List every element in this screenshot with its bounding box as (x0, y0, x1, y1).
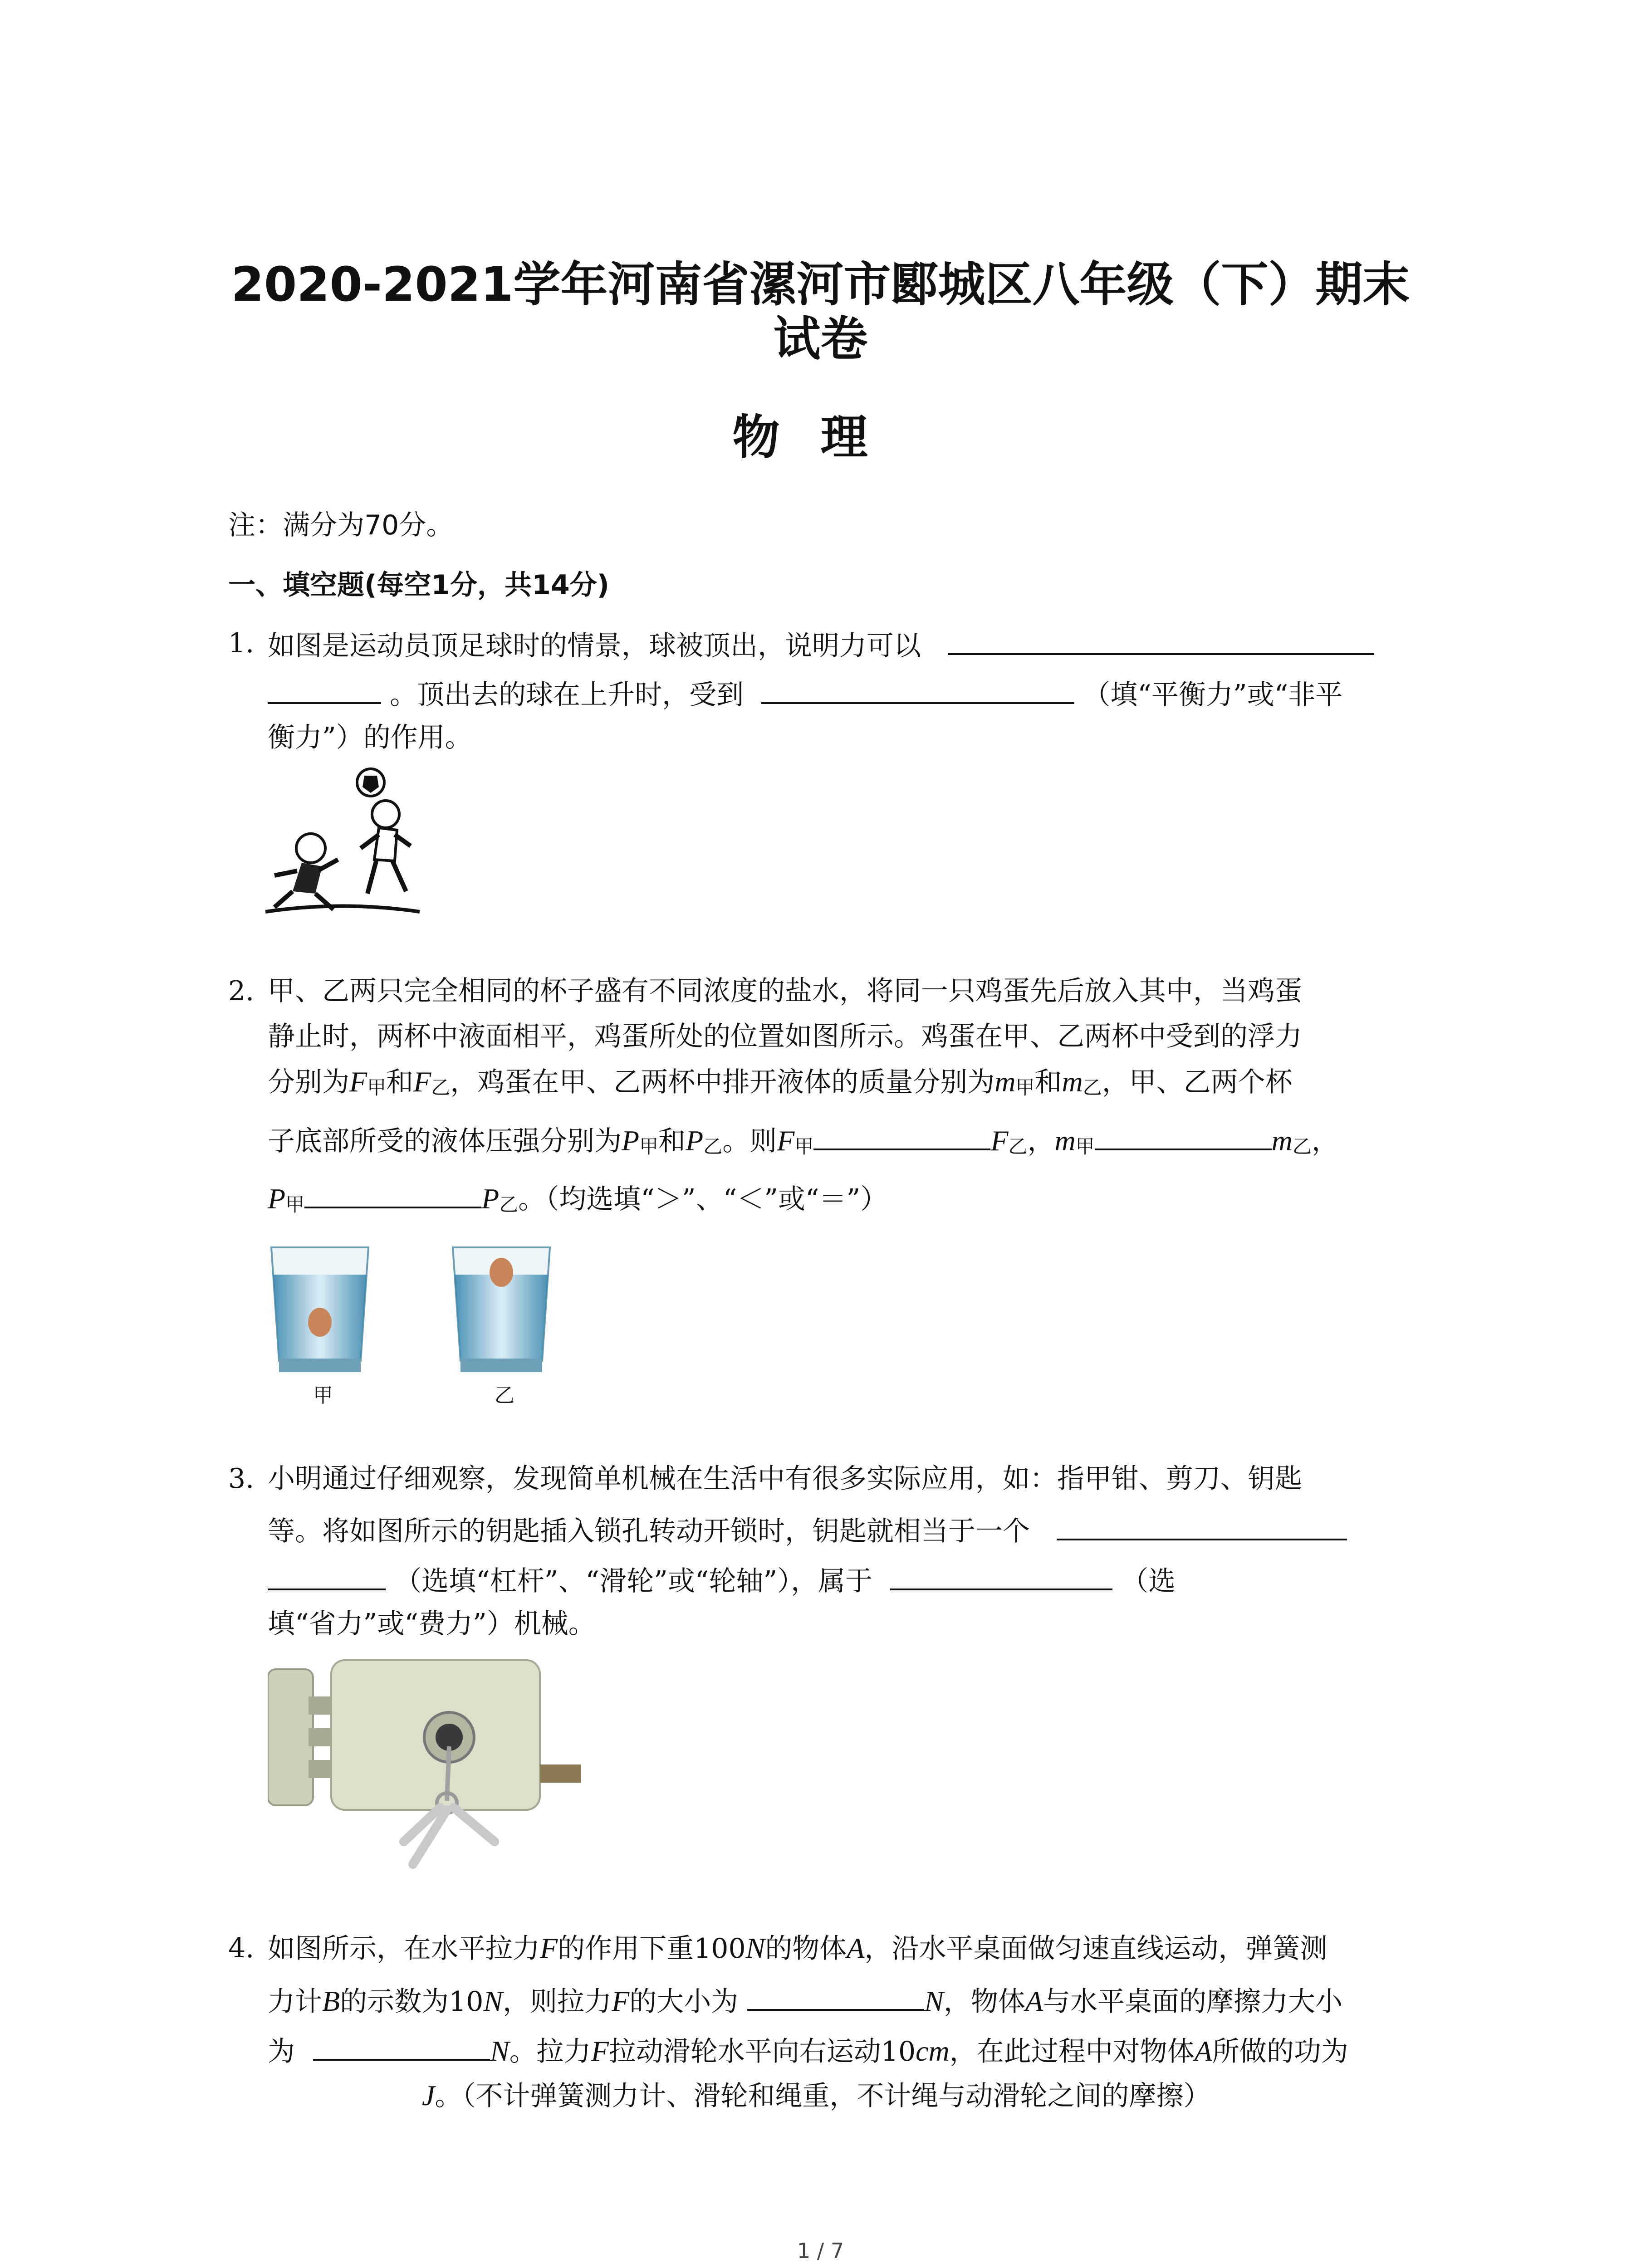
question-1-line-1 (268, 625, 1374, 664)
question-2-text-3b: ，鸡蛋在甲、乙两杯中排开液体的质量分别为 (450, 1066, 995, 1098)
question-4-text-1c: 的物体 (765, 1933, 847, 1965)
symbol-F: F (591, 2035, 609, 2067)
symbol-A: A (847, 1932, 865, 1964)
question-1-line-3: 衡力”）的作用。 (268, 722, 472, 753)
subscript-jia: 甲 (285, 1193, 305, 1216)
question-4-number: 4. (228, 1932, 255, 1964)
symbol-P: P (268, 1183, 286, 1215)
question-4-text-2a: 力计 (268, 1986, 322, 2018)
answer-blank-3a[interactable] (1057, 1510, 1347, 1540)
comma: ， (1027, 1125, 1055, 1157)
question-3-line-3 (268, 1560, 1176, 1599)
symbol-N: N (490, 2035, 509, 2067)
question-4-text-1a: 如图所示，在水平拉力 (268, 1933, 540, 1965)
word-and: 和 (386, 1066, 414, 1098)
question-2-number: 2. (228, 975, 255, 1007)
subscript-yi: 乙 (1083, 1076, 1102, 1099)
question-4-line-4 (422, 2077, 1210, 2114)
exam-title-line1: 2020-2021学年河南省漯河市郾城区八年级（下）期末 (231, 257, 1410, 312)
question-2-text-3c: ，甲、乙两个杯 (1102, 1066, 1293, 1098)
subscript-yi: 乙 (1292, 1135, 1312, 1158)
score-note: 注：满分为70分。 (228, 509, 454, 541)
subject-heading: 物理 (732, 410, 909, 465)
question-4-text-3e: 所做的功为 (1212, 2036, 1348, 2068)
question-2-line-4 (268, 1120, 1339, 1165)
symbol-P: P (622, 1124, 640, 1157)
question-2-line-5 (268, 1178, 887, 1223)
question-4-text-2f: 与水平桌面的摩擦力大小 (1043, 1986, 1343, 2018)
section-heading-fill-in: 一、填空题(每空1分，共14分) (228, 569, 610, 601)
answer-blank-1a[interactable] (948, 625, 1374, 655)
symbol-N: N (483, 1985, 503, 2017)
question-4-line-3 (268, 2031, 1348, 2070)
question-3-line-2 (268, 1510, 1347, 1549)
subscript-jia: 甲 (639, 1135, 659, 1158)
symbol-J: J (422, 2079, 435, 2112)
question-1-line-2 (268, 674, 1342, 713)
symbol-P: P (481, 1183, 500, 1215)
cup-jia-illustration (268, 1243, 372, 1374)
symbol-P: P (686, 1124, 704, 1157)
symbol-F: F (540, 1932, 558, 1964)
question-2-line-2: 静止时，两杯中液面相平，鸡蛋所处的位置如图所示。鸡蛋在甲、乙两杯中受到的浮力 (268, 1021, 1302, 1052)
question-4-text-3c: 拉动滑轮水平向右运动10 (608, 2036, 916, 2068)
comma: ， (1311, 1125, 1339, 1157)
answer-blank-4a[interactable] (747, 1981, 924, 2011)
symbol-F: F (349, 1066, 367, 1098)
answer-blank-1b[interactable] (761, 674, 1074, 704)
symbol-B: B (322, 1985, 340, 2017)
answer-blank-2a[interactable] (813, 1120, 990, 1150)
answer-blank-2c[interactable] (304, 1178, 481, 1208)
key-icon (404, 1808, 495, 1864)
question-4-line-1 (268, 1930, 1327, 1967)
question-4-text-2c: ，则拉力 (503, 1986, 612, 2018)
symbol-cm: cm (916, 2035, 950, 2067)
question-2-line-1: 甲、乙两只完全相同的杯子盛有不同浓度的盐水，将同一只鸡蛋先后放入其中，当鸡蛋 (268, 975, 1302, 1007)
question-3-text-3b: （选 (1121, 1565, 1176, 1597)
question-2-text-4b: 。则 (722, 1125, 777, 1157)
symbol-m: m (1054, 1124, 1076, 1157)
question-3-line-4: 填“省力”或“费力”）机械。 (268, 1608, 596, 1640)
cup-yi-illustration (449, 1243, 554, 1374)
egg-icon (490, 1258, 513, 1287)
question-4-text-1d: ，沿水平桌面做匀速直线运动，弹簧测 (864, 1933, 1327, 1965)
question-4-text-2d: 的大小为 (629, 1986, 739, 2018)
symbol-m: m (1271, 1124, 1293, 1157)
subscript-jia: 甲 (1075, 1135, 1095, 1158)
symbol-F: F (612, 1985, 630, 2017)
question-4-text-2b: 的示数为10 (340, 1986, 484, 2018)
symbol-N: N (745, 1932, 765, 1964)
door-lock-with-key-illustration (268, 1651, 585, 1878)
page-number: 1 / 7 (797, 2239, 844, 2263)
subscript-yi: 乙 (1008, 1135, 1028, 1158)
symbol-m: m (994, 1066, 1016, 1098)
subscript-jia: 甲 (367, 1076, 387, 1099)
symbol-N: N (924, 1985, 944, 2017)
question-3-text-3a: （选填“杠杆”、“滑轮”或“轮轴”），属于 (394, 1565, 873, 1597)
subscript-yi: 乙 (431, 1076, 451, 1099)
question-1-text-2b: （填“平衡力”或“非平 (1083, 679, 1343, 711)
heading-ball-illustration (265, 762, 420, 916)
question-4-text-4: 。（不计弹簧测力计、滑轮和绳重，不计绳与动滑轮之间的摩擦） (435, 2080, 1211, 2112)
symbol-F: F (777, 1124, 795, 1157)
question-2-text-5: 。（均选填“＞”、“＜”或“＝”） (518, 1183, 888, 1215)
symbol-F: F (413, 1066, 431, 1098)
question-4-text-3b: 。拉力 (509, 2036, 591, 2068)
question-1-text-1: 如图是运动员顶足球时的情景，球被顶出，说明力可以 (268, 630, 921, 662)
exam-title-line2: 试卷 (773, 311, 868, 367)
question-1-number: 1. (228, 627, 255, 659)
word-and: 和 (1034, 1066, 1062, 1098)
symbol-F: F (990, 1124, 1009, 1157)
question-4-line-2 (268, 1981, 1342, 2020)
question-1-text-2a: 。顶出去的球在上升时，受到 (390, 679, 744, 711)
answer-blank-3a-cont[interactable] (268, 1560, 386, 1590)
answer-blank-4b[interactable] (313, 2031, 490, 2061)
symbol-m: m (1062, 1066, 1083, 1098)
answer-blank-2b[interactable] (1095, 1120, 1272, 1150)
subscript-yi: 乙 (703, 1135, 723, 1158)
question-4-text-1b: 的作用下重100 (558, 1933, 746, 1965)
question-3-number: 3. (228, 1463, 255, 1495)
cup-jia-caption: 甲 (313, 1384, 333, 1407)
question-2-text-3a: 分别为 (268, 1066, 349, 1098)
egg-icon (308, 1308, 332, 1337)
question-2-line-3 (268, 1064, 1293, 1106)
subscript-jia: 甲 (794, 1135, 814, 1158)
subscript-jia: 甲 (1015, 1076, 1035, 1099)
subscript-yi: 乙 (499, 1193, 519, 1216)
symbol-A: A (1194, 2035, 1212, 2067)
question-4-text-2e: ，物体 (943, 1986, 1025, 2018)
question-3-line-1: 小明通过仔细观察，发现简单机械在生活中有很多实际应用，如：指甲钳、剪刀、钥匙 (268, 1463, 1302, 1495)
symbol-A: A (1025, 1985, 1043, 2017)
question-3-text-2: 等。将如图所示的钥匙插入锁孔转动开锁时，钥匙就相当于一个 (268, 1515, 1030, 1547)
answer-blank-1a-cont[interactable] (268, 674, 381, 704)
word-and: 和 (658, 1125, 686, 1157)
cup-yi-caption: 乙 (495, 1384, 514, 1407)
question-4-text-3d: ，在此过程中对物体 (949, 2036, 1195, 2068)
answer-blank-3b[interactable] (890, 1560, 1112, 1590)
question-2-text-4a: 子底部所受的液体压强分别为 (268, 1125, 622, 1157)
question-4-text-3a: 为 (268, 2036, 295, 2068)
